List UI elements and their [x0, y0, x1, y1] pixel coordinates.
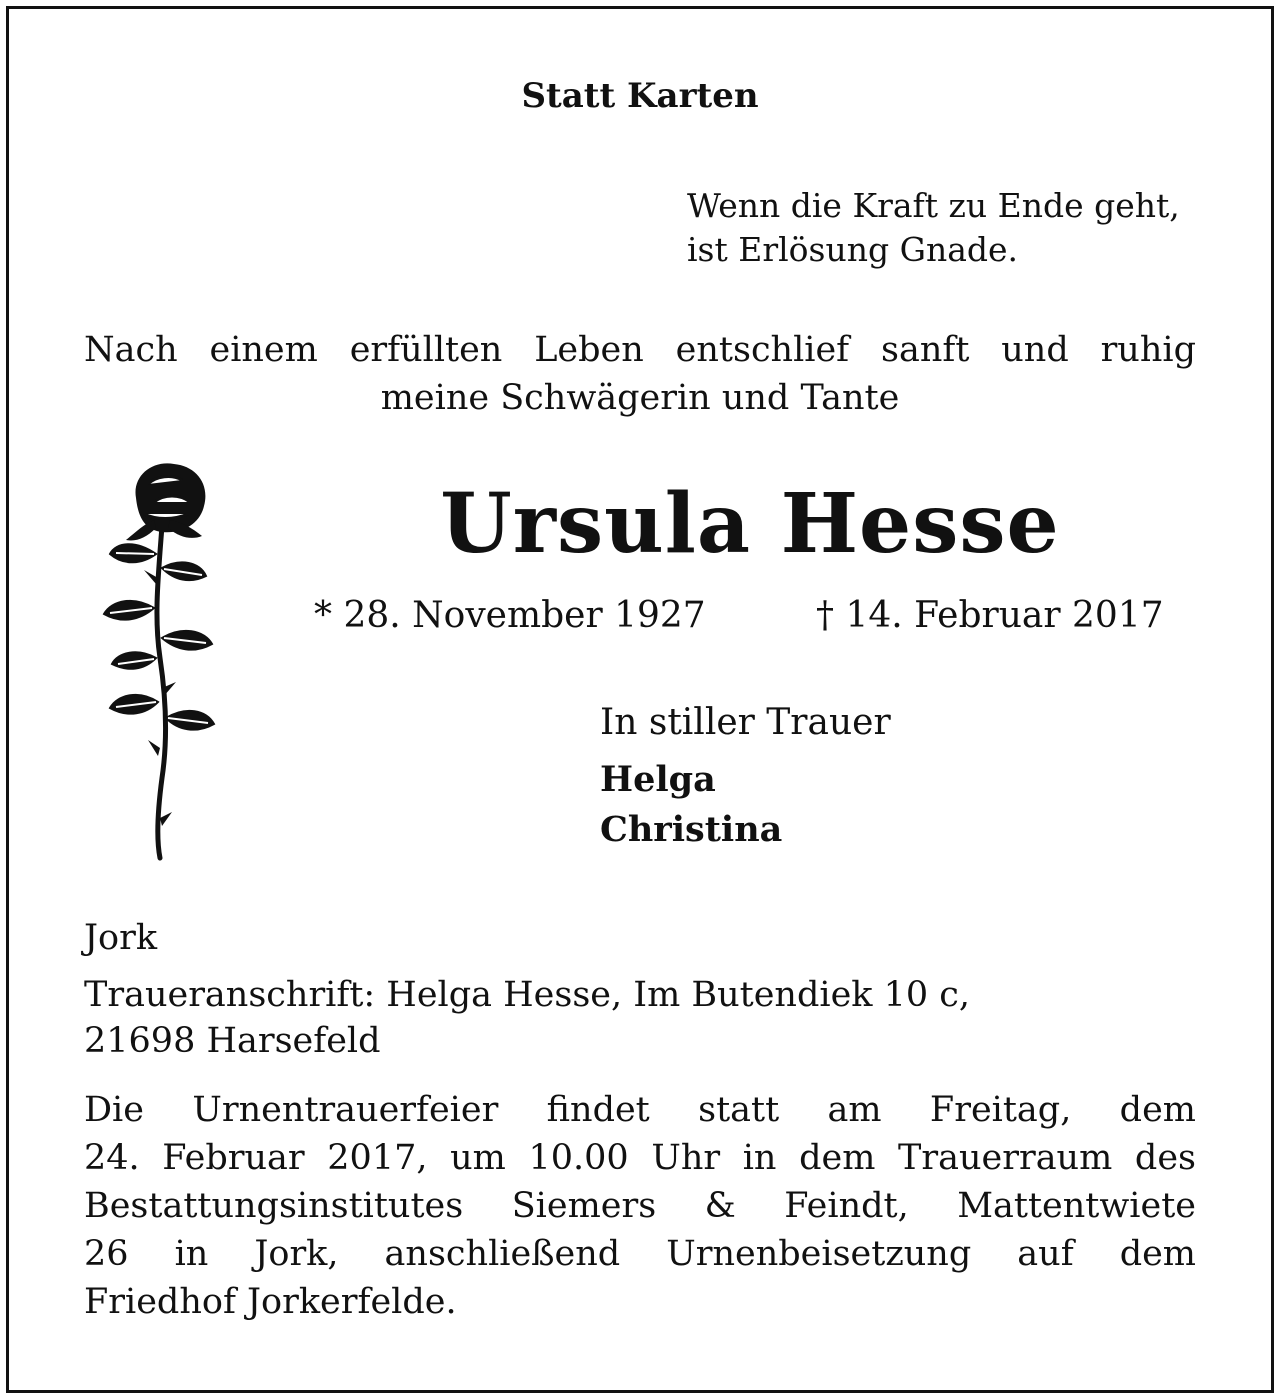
- service-line-1: Die Urnentrauerfeier findet statt am Freitag, dem: [84, 1090, 1196, 1130]
- motto-line-1: Wenn die Kraft zu Ende geht,: [687, 186, 1180, 225]
- service-line-2: 24. Februar 2017, um 10.00 Uhr in dem Trauerraum des: [84, 1138, 1196, 1178]
- place: Jork: [84, 918, 158, 958]
- address-line-2: 21698 Harsefeld: [84, 1021, 381, 1061]
- motto-line-2: ist Erlösung Gnade.: [687, 230, 1019, 269]
- birth-date: * 28. November 1927: [314, 595, 706, 636]
- intro-text: [84, 326, 1196, 422]
- service-line-3: Bestattungsinstitutes Siemers & Feindt, Mattentwiete: [84, 1186, 1196, 1226]
- intro-line-2: meine Schwägerin und Tante: [380, 378, 900, 418]
- address-line-1: Traueranschrift: Helga Hesse, Im Butendiek 10 c,: [84, 975, 971, 1015]
- mourning-line: In stiller Trauer: [600, 702, 891, 743]
- intro-line-1: Nach einem erfüllten Leben entschlief sanft und ruhig: [84, 330, 1196, 370]
- rose-icon: [96, 458, 226, 868]
- service-details: [84, 1086, 1196, 1326]
- notice-heading: Statt Karten: [521, 76, 759, 116]
- service-line-5: Friedhof Jorkerfelde.: [84, 1282, 457, 1322]
- mourning-address: [84, 972, 970, 1064]
- motto: [687, 184, 1180, 272]
- death-date: † 14. Februar 2017: [816, 595, 1164, 636]
- mourner-name-2: Christina: [600, 809, 783, 850]
- deceased-name: Ursula Hesse: [440, 476, 1060, 572]
- service-line-4: 26 in Jork, anschließend Urnenbeisetzung auf dem: [84, 1234, 1196, 1274]
- mourner-name-1: Helga: [600, 759, 716, 800]
